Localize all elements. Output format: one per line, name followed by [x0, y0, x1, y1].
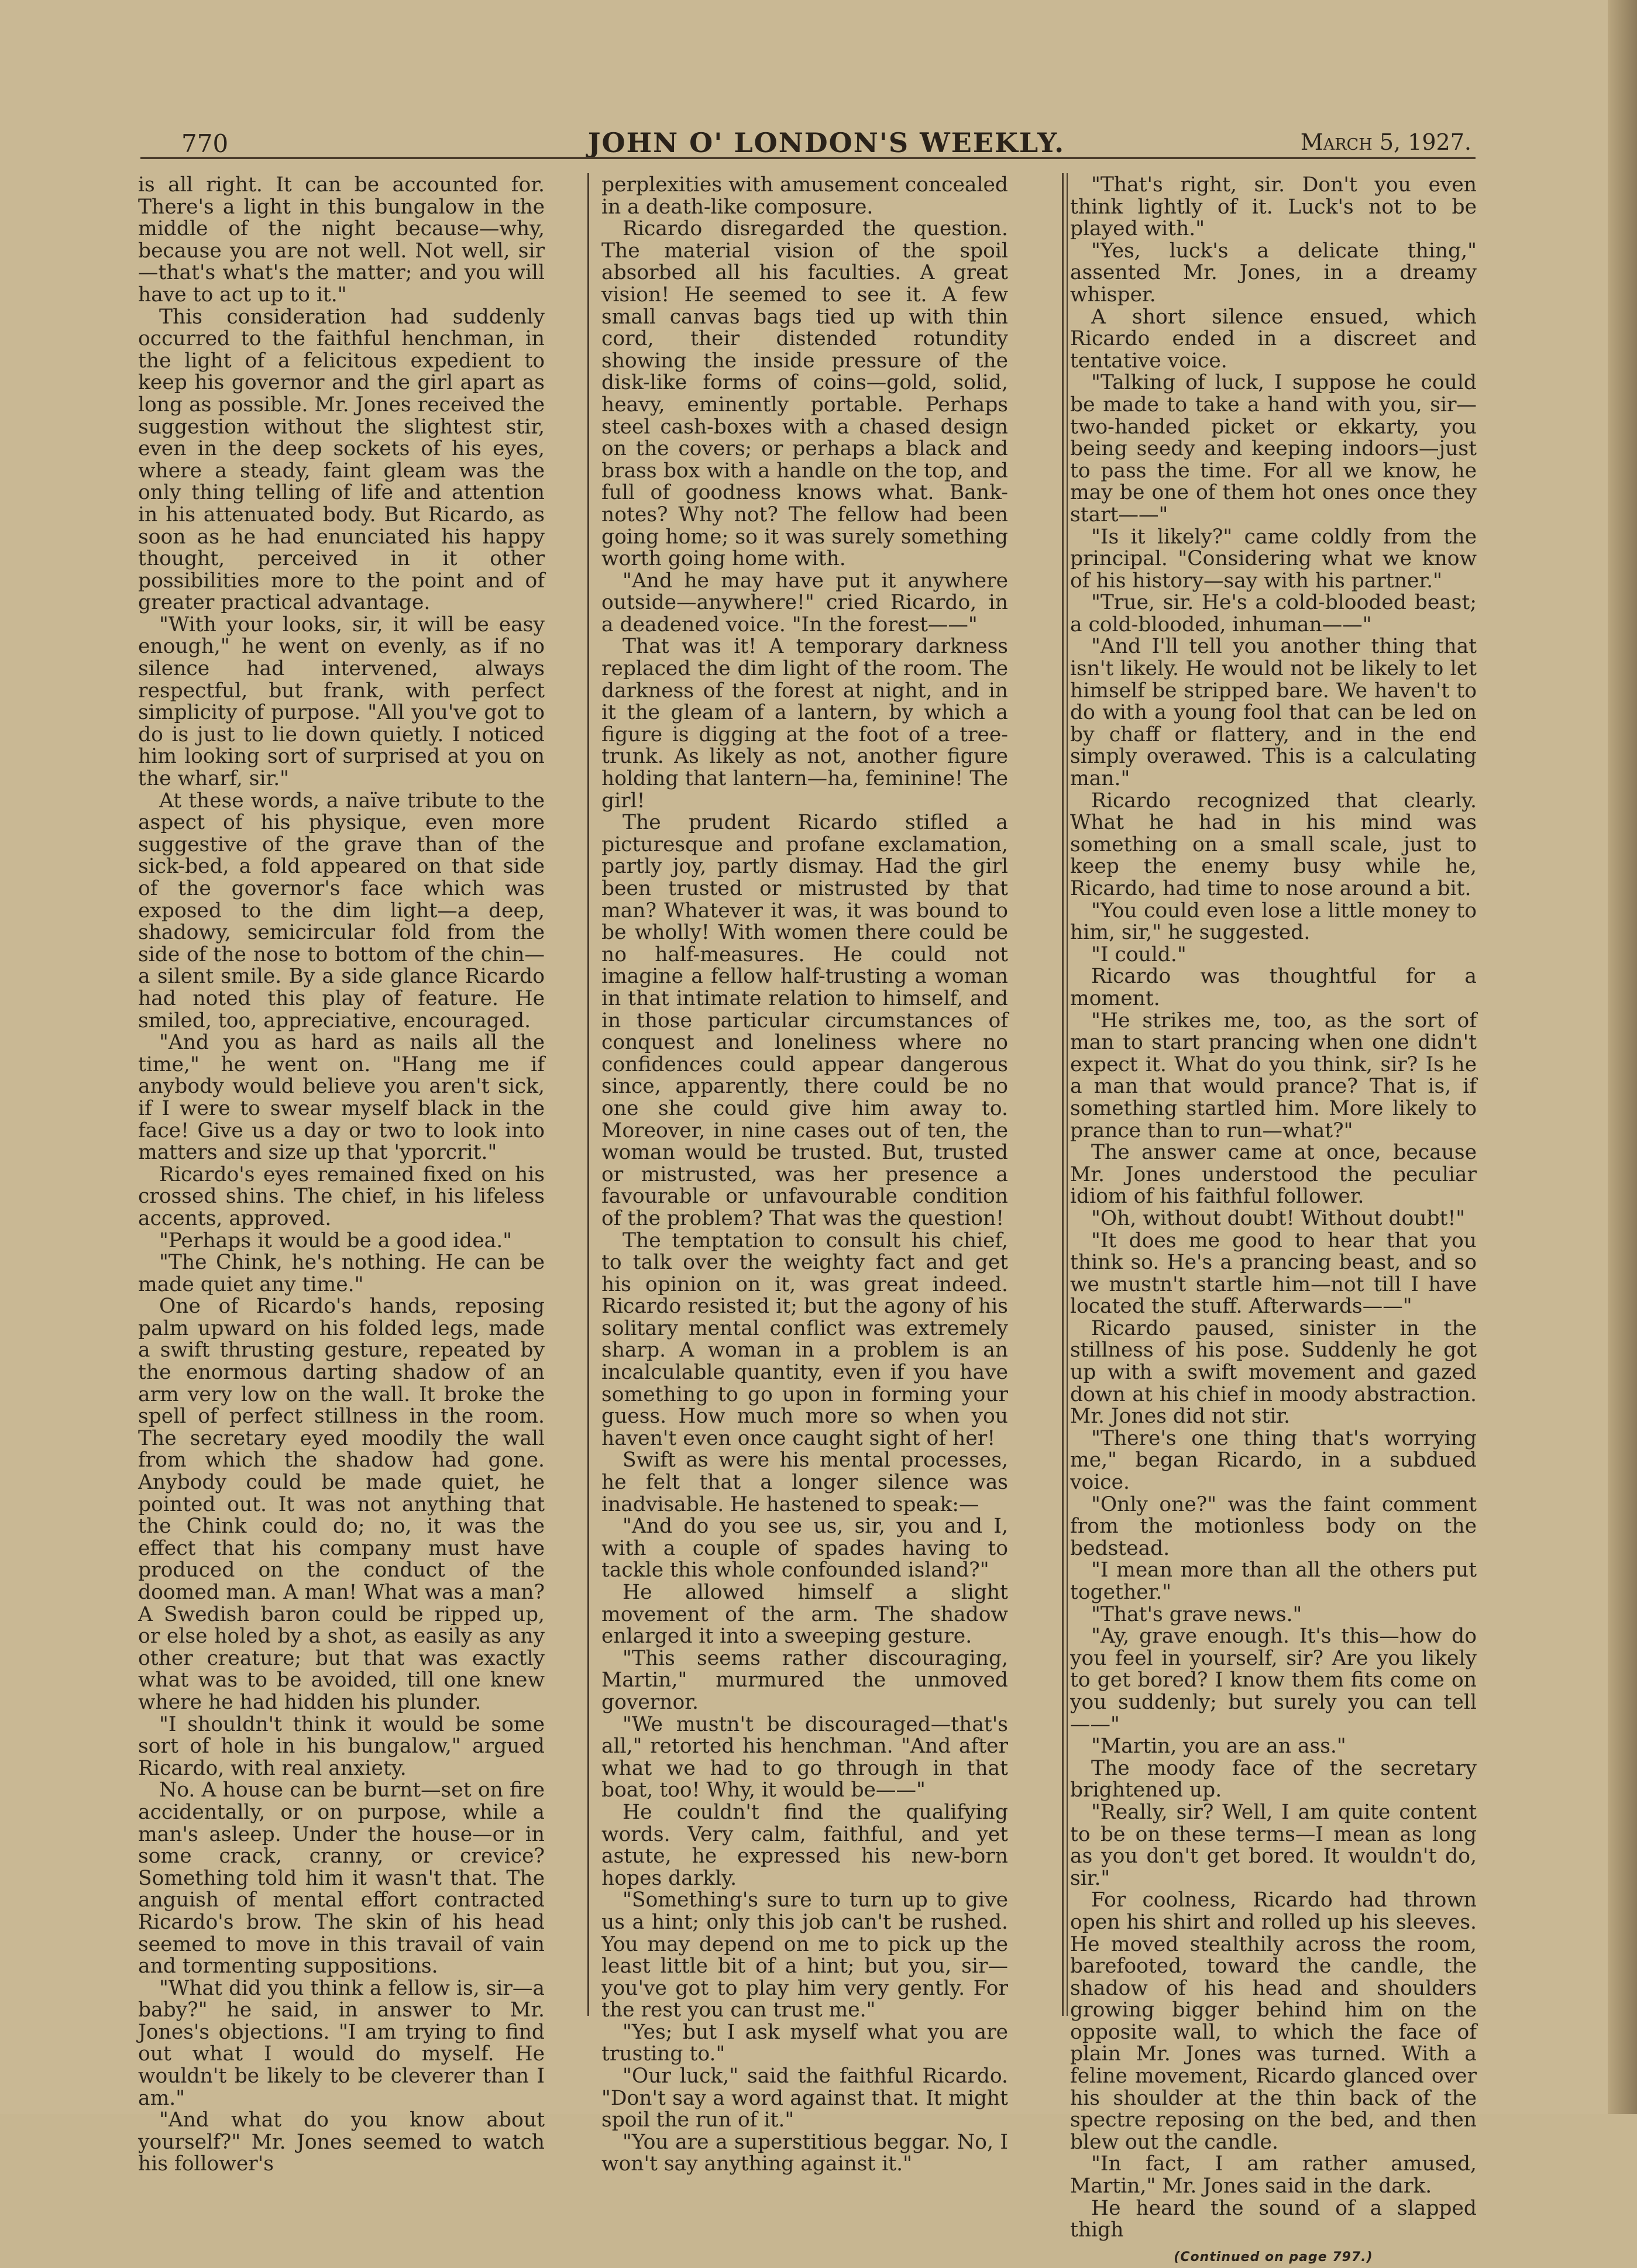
paragraph: "And I'll tell you another thing that isn't likely. He would not be likely to let himself be stripped bare. We haven't to do with a young fool that can be led on by chaff or flattery, and in the end simply overawed. This is a calculating man."	[1070, 635, 1477, 791]
paragraph: The temptation to consult his chief, to talk over the weighty fact and get his opinion on it, was great indeed. Ricardo resisted it; but the agony of his solitary mental conflict was extremely sharp. A woman in a problem is an incalculable quantity, even if you have something to go upon in forming your guess. How much more so when you haven't even once caught sight of her!	[601, 1228, 1008, 1450]
paragraph: He heard the sound of a slapped thigh	[1070, 2196, 1477, 2242]
paragraph: "Talking of luck, I suppose he could be made to take a hand with you, sir—two-handed picket or ekkarty, you being seedy and keeping indoors—just to pass the time. For all we know, he may be one of them hot ones once they start——"	[1070, 371, 1477, 526]
paragraph: That was it! A temporary darkness replaced the dim light of the room. The darkness of the forest at night, and in it the gleam of a lantern, by which a figure is digging at the foot of a tree-trunk. As likely as not, another figure holding that lantern—ha, feminine! The girl!	[601, 635, 1008, 813]
paragraph: "True, sir. He's a cold-blooded beast; a cold-blooded, inhuman——"	[1070, 591, 1477, 636]
paragraph: "And he may have put it anywhere outside—anywhere!" cried Ricardo, in a deadened voice. "In the forest——"	[601, 569, 1008, 636]
paragraph: "I mean more than all the others put together."	[1070, 1558, 1477, 1604]
page-edge	[1608, 0, 1637, 2114]
paragraph: "Oh, without doubt! Without doubt!"	[1091, 1206, 1466, 1230]
text-column-1	[138, 173, 545, 2176]
paragraph: "That's grave news."	[1091, 1602, 1302, 1626]
paragraph: "Only one?" was the faint comment from the motionless body on the bedstead.	[1070, 1492, 1477, 1560]
paragraph: "This seems rather discouraging, Martin," murmured the unmoved governor.	[601, 1646, 1008, 1714]
paragraph: "And you as hard as nails all the time," he went on. "Hang me if anybody would believe you aren't sick, if I were to swear myself black in the face! Give us a day or two to look into matters and size up that 'yporcrit."	[138, 1031, 545, 1165]
paragraph: "And what do you know about yourself?" Mr. Jones seemed to watch his follower's	[138, 2108, 545, 2176]
paragraph: Swift as were his mental processes, he felt that a longer silence was inadvisable. He hastened to speak:—	[601, 1448, 1008, 1516]
paragraph: "Martin, you are an ass."	[1091, 1734, 1346, 1758]
paragraph: "In fact, I am rather amused, Martin," Mr. Jones said in the dark.	[1070, 2152, 1477, 2198]
paragraph: "He strikes me, too, as the sort of man to start prancing when one didn't expect it. What do you think, sir? Is he a man that would prance? That is, if something startled him. More likely to prance than to run—what?"	[1070, 1009, 1477, 1142]
column-divider	[1067, 173, 1068, 2016]
text-column-3	[1070, 173, 1477, 2264]
paragraph: This consideration had suddenly occurred to the faithful henchman, in the light of a felicitous expedient to keep his governor and the girl apart as long as possible. Mr. Jones received the suggestion without the slightest stir, even in the deep sockets of his eyes, where a steady, faint gleam was the only thing telling of life and attention in his attenuated body. But Ricardo, as soon as he had enunciated his happy thought, perceived in it other possibilities more to the point and of greater practical advantage.	[138, 305, 545, 615]
paragraph: "Yes, luck's a delicate thing," assented Mr. Jones, in a dreamy whisper.	[1070, 239, 1477, 307]
paragraph: perplexities with amusement concealed in a death-like composure.	[601, 173, 1008, 219]
paragraph: A short silence ensued, which Ricardo ended in a discreet and tentative voice.	[1070, 305, 1477, 373]
paragraph: "It does me good to hear that you think so. He's a prancing beast, and so we mustn't startle him—not till I have located the stuff. Afterwards——"	[1070, 1228, 1477, 1319]
text-column-2	[601, 173, 1008, 2176]
paragraph: "With your looks, sir, it will be easy enough," he went on evenly, as if no silence had intervened, always respectful, but frank, with perfect simplicity of purpose. "All you've got to do is just to lie down quietly. I noticed him looking sort of surprised at you on the wharf, sir."	[138, 612, 545, 791]
paragraph: He couldn't find the qualifying words. Very calm, faithful, and yet astute, he expressed his new-born hopes darkly.	[601, 1800, 1008, 1890]
paragraph: The answer came at once, because Mr. Jones understood the peculiar idiom of his faithful follower.	[1070, 1141, 1477, 1209]
paragraph: "Really, sir? Well, I am quite content to be on these terms—I mean as long as you don't get bored. It wouldn't do, sir."	[1070, 1800, 1477, 1890]
header-rule	[140, 157, 1476, 159]
paragraph: Ricardo's eyes remained fixed on his crossed shins. The chief, in his lifeless accents, approved.	[138, 1162, 545, 1230]
issue-date: March 5, 1927.	[1300, 129, 1471, 155]
column-divider	[587, 173, 589, 2016]
paragraph: Ricardo was thoughtful for a moment.	[1070, 965, 1477, 1010]
paragraph: is all right. It can be accounted for. There's a light in this bungalow in the middle of the night because—why, because you are not well. Not well, sir—that's what's the matter; and you will have to act up to it."	[138, 173, 545, 307]
paragraph: One of Ricardo's hands, reposing palm upward on his folded legs, made a swift thrusting gesture, repeated by the enormous darting shadow of an arm very low on the wall. It broke the spell of perfect stillness in the room. The secretary eyed moodily the wall from which the shadow had gone. Anybody could be made quiet, he pointed out. It was not anything that the Chink could do; no, it was the effect that his company must have produced on the conduct of the doomed man. A man! What was a man? A Swedish baron could be ripped up, or else holed by a shot, as easily as any other creature; but that was exactly what was to be avoided, till one knew where he had hidden his plunder.	[138, 1295, 545, 1714]
paragraph: "What did you think a fellow is, sir—a baby?" he said, in answer to Mr. Jones's objections. "I am trying to find out what I would do myself. He wouldn't be likely to be cleverer than I am."	[138, 1976, 545, 2110]
paragraph: The prudent Ricardo stifled a picturesque and profane exclamation, partly joy, partly dismay. Had the girl been trusted or mistrusted by that man? Whatever it was, it was bound to be wholly! With women there could be no half-measures. He could not imagine a fellow half-trusting a woman in that intimate relation to himself, and in those particular circumstances of conquest and loneliness where no confidences could appear dangerous since, apparently, there could be no one she could give him away to. Moreover, in nine cases out of ten, the woman would be trusted. But, trusted or mistrusted, was her presence a favourable or unfavourable condition of the problem? That was the question!	[601, 811, 1008, 1230]
paragraph: "Perhaps it would be a good idea."	[159, 1228, 513, 1252]
paragraph: "You are a superstitious beggar. No, I won't say anything against it."	[601, 2130, 1008, 2176]
paragraph: At these words, a naïve tribute to the aspect of his physique, even more suggestive of the grave than of the sick-bed, a fold appeared on that side of the governor's face which was exposed to the dim light—a deep, shadowy, semicircular fold from the side of the nose to bottom of the chin—a silent smile. By a side glance Ricardo had noted this play of feature. He smiled, too, appreciative, encouraged.	[138, 789, 545, 1033]
paragraph: "Yes; but I ask myself what you are trusting to."	[601, 2020, 1008, 2066]
paragraph: Ricardo recognized that clearly. What he had in his mind was something on a small scale, just to keep the enemy busy while he, Ricardo, had time to nose around a bit.	[1070, 789, 1477, 900]
paragraph: "I could."	[1091, 942, 1187, 966]
continued-note: (Continued on page 797.)	[1174, 2249, 1373, 2264]
paragraph: "Ay, grave enough. It's this—how do you feel in yourself, sir? Are you likely to get bored? I know them fits come on you suddenly; but surely you can tell——"	[1070, 1625, 1477, 1736]
paragraph: "I shouldn't think it would be some sort of hole in his bungalow," argued Ricardo, with real anxiety.	[138, 1712, 545, 1780]
paragraph: Ricardo paused, sinister in the stillness of his pose. Suddenly he got up with a swift movement and gazed down at his chief in moody abstraction. Mr. Jones did not stir.	[1070, 1316, 1477, 1429]
paragraph: "The Chink, he's nothing. He can be made quiet any time."	[138, 1251, 545, 1296]
paragraph: For coolness, Ricardo had thrown open his shirt and rolled up his sleeves. He moved stealthily across the room, barefooted, toward the candle, the shadow of his head and shoulders growing bigger behind him on the opposite wall, to which the face of plain Mr. Jones was turned. With a feline movement, Ricardo glanced over his shoulder at the thin back of the spectre reposing on the bed, and then blew out the candle.	[1070, 1888, 1477, 2154]
masthead-title: JOHN O' LONDON'S WEEKLY.	[587, 127, 1065, 159]
paragraph: "There's one thing that's worrying me," began Ricardo, in a subdued voice.	[1070, 1426, 1477, 1495]
paragraph: He allowed himself a slight movement of the arm. The shadow enlarged it into a sweeping gesture.	[601, 1581, 1008, 1648]
paragraph: "You could even lose a little money to him, sir," he suggested.	[1070, 899, 1477, 945]
paragraph: Ricardo disregarded the question. The material vision of the spoil absorbed all his faculties. A great vision! He seemed to see it. A few small canvas bags tied up with thin cord, their distended rotundity showing the inside pressure of the disk-like forms of coins—gold, solid, heavy, eminently portable. Perhaps steel cash-boxes with a chased design on the covers; or perhaps a black and brass box with a handle on the top, and full of goodness knows what. Bank-notes? Why not? The fellow had been going home; so it was surely something worth going home with.	[601, 217, 1008, 571]
paragraph: No. A house can be burnt—set on fire accidentally, or on purpose, while a man's asleep. Under the house—or in some crack, cranny, or crevice? Something told him it wasn't that. The anguish of mental effort contracted Ricardo's brow. The skin of his head seemed to move in this travail of vain and tormenting suppositions.	[138, 1778, 545, 1978]
page-header	[181, 126, 1471, 167]
paragraph: "Our luck," said the faithful Ricardo. "Don't say a word against that. It might spoil the run of it."	[601, 2064, 1008, 2132]
paragraph: "Is it likely?" came coldly from the principal. "Considering what we know of his history—say with his partner."	[1070, 525, 1477, 593]
paragraph: "That's right, sir. Don't you even think lightly of it. Luck's not to be played with."	[1070, 173, 1477, 241]
paragraph: "Something's sure to turn up to give us a hint; only this job can't be rushed. You may depend on me to pick up the least little bit of a hint; but you, sir—you've got to play him very gently. For the rest you can trust me."	[601, 1888, 1008, 2022]
paragraph: "And do you see us, sir, you and I, with a couple of spades having to tackle this whole confounded island?"	[601, 1515, 1008, 1582]
paragraph: The moody face of the secretary brightened up.	[1070, 1756, 1477, 1802]
page-number: 770	[181, 129, 229, 158]
column-divider	[1062, 173, 1064, 2016]
paragraph: "We mustn't be discouraged—that's all," retorted his henchman. "And after what we had to go through in that boat, too! Why, it would be——"	[601, 1712, 1008, 1802]
